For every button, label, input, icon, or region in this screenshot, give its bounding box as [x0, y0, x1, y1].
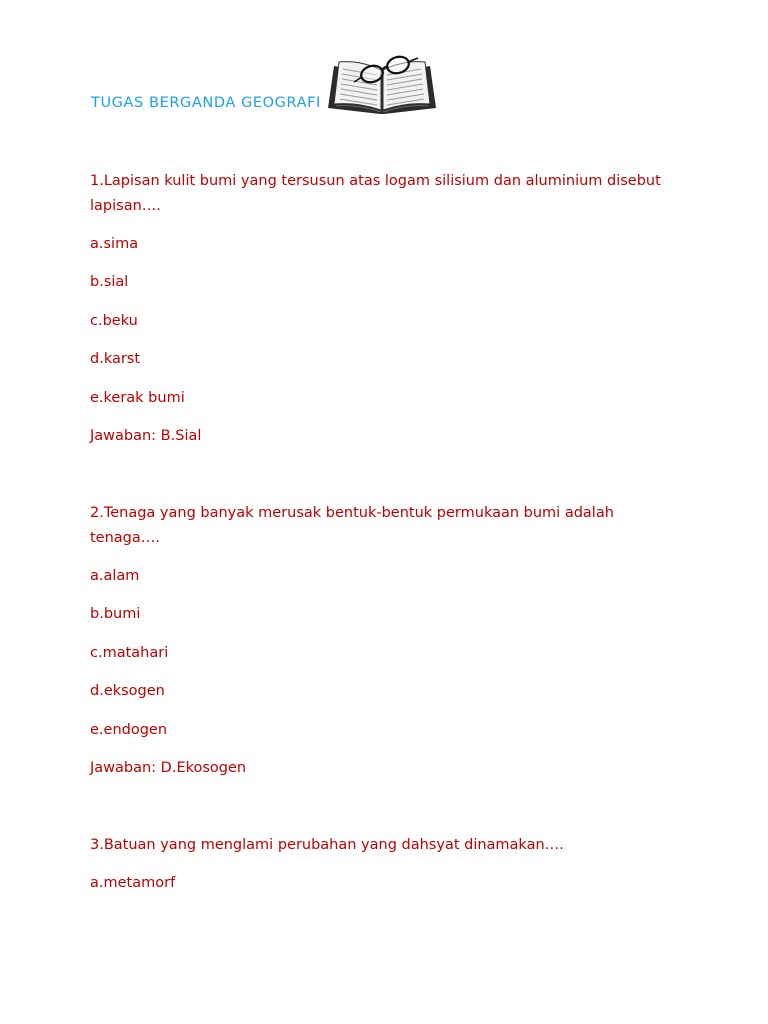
- question-1-option-c: c.beku: [90, 313, 138, 329]
- question-1-text: 1.Lapisan kulit bumi yang tersusun atas logam silisium dan aluminium disebut lapisan….: [90, 173, 661, 214]
- question-2-option-d: d.eksogen: [90, 683, 165, 699]
- question-2-option-a: a.alam: [90, 568, 140, 584]
- question-1-answer: Jawaban: B.Sial: [90, 428, 202, 444]
- question-1-option-d: d.karst: [90, 351, 141, 367]
- question-3-text: 3.Batuan yang menglami perubahan yang dahsyat dinamakan….: [90, 837, 564, 853]
- question-2-answer: Jawaban: D.Ekosogen: [90, 760, 247, 776]
- document-title: TUGAS BERGANDA GEOGRAFI: [91, 95, 321, 111]
- question-2-option-c: c.matahari: [90, 645, 169, 661]
- question-2-text: 2.Tenaga yang banyak merusak bentuk-bentuk permukaan bumi adalah tenaga….: [90, 505, 614, 546]
- question-2-option-e: e.endogen: [90, 722, 168, 738]
- question-3-option-a: a.metamorf: [90, 875, 176, 891]
- question-1-option-a: a.sima: [90, 236, 139, 252]
- question-1-option-e: e.kerak bumi: [90, 390, 185, 406]
- open-book-with-glasses-icon: [324, 52, 440, 116]
- question-1-option-b: b.sial: [90, 274, 129, 290]
- question-2-option-b: b.bumi: [90, 606, 141, 622]
